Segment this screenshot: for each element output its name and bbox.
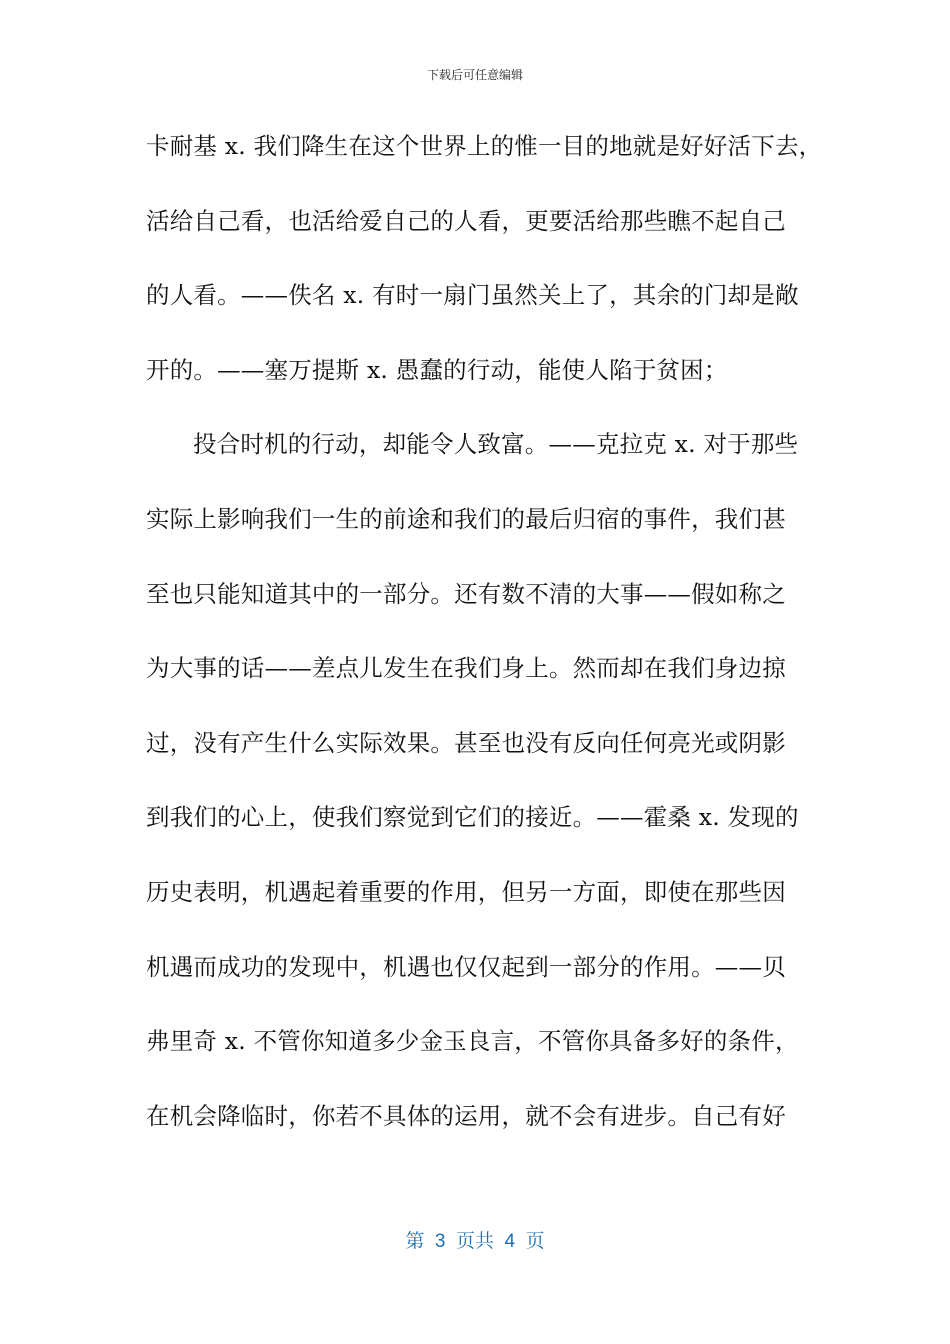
text-line: 为大事的话——差点儿发生在我们身上。然而却在我们身边掠 [146, 654, 786, 683]
text-line: 实际上影响我们一生的前途和我们的最后归宿的事件，我们甚 [146, 504, 786, 533]
text-line: 在机会降临时，你若不具体的运用，就不会有进步。自己有好 [146, 1101, 786, 1130]
page-header: 下载后可任意编辑 [426, 68, 523, 82]
text-line: 到我们的心上，使我们察觉到它们的接近。——霍桑 x. 发现的 [146, 803, 799, 832]
text-line: 活给自己看，也活给爱自己的人看，更要活给那些瞧不起自己 [146, 206, 786, 235]
text-line: 卡耐基 x. 我们降生在这个世界上的惟一目的地就是好好活下去， [146, 132, 823, 160]
text-line: 弗里奇 x. 不管你知道多少金玉良言，不管你具备多好的条件， [146, 1027, 799, 1056]
document-body [146, 118, 823, 1162]
text-line: 历史表明，机遇起着重要的作用，但另一方面，即使在那些因 [146, 877, 786, 906]
paragraph-first-line: 投合时机的行动，却能令人致富。——克拉克 x. 对于那些 [193, 430, 799, 459]
text-line: 至也只能知道其中的一部分。还有数不清的大事——假如称之 [146, 579, 786, 608]
page-number-footer: 第 3 页共 4 页 [405, 1231, 545, 1252]
text-line: 机遇而成功的发现中，机遇也仅仅起到一部分的作用。——贝 [146, 952, 786, 981]
text-line: 开的。——塞万提斯 x. 愚蠢的行动，能使人陷于贫困； [146, 355, 728, 384]
text-line: 过，没有产生什么实际效果。甚至也没有反向任何亮光或阴影 [146, 728, 786, 757]
text-line: 的人看。——佚名 x. 有时一扇门虽然关上了，其余的门却是敞 [146, 281, 799, 310]
